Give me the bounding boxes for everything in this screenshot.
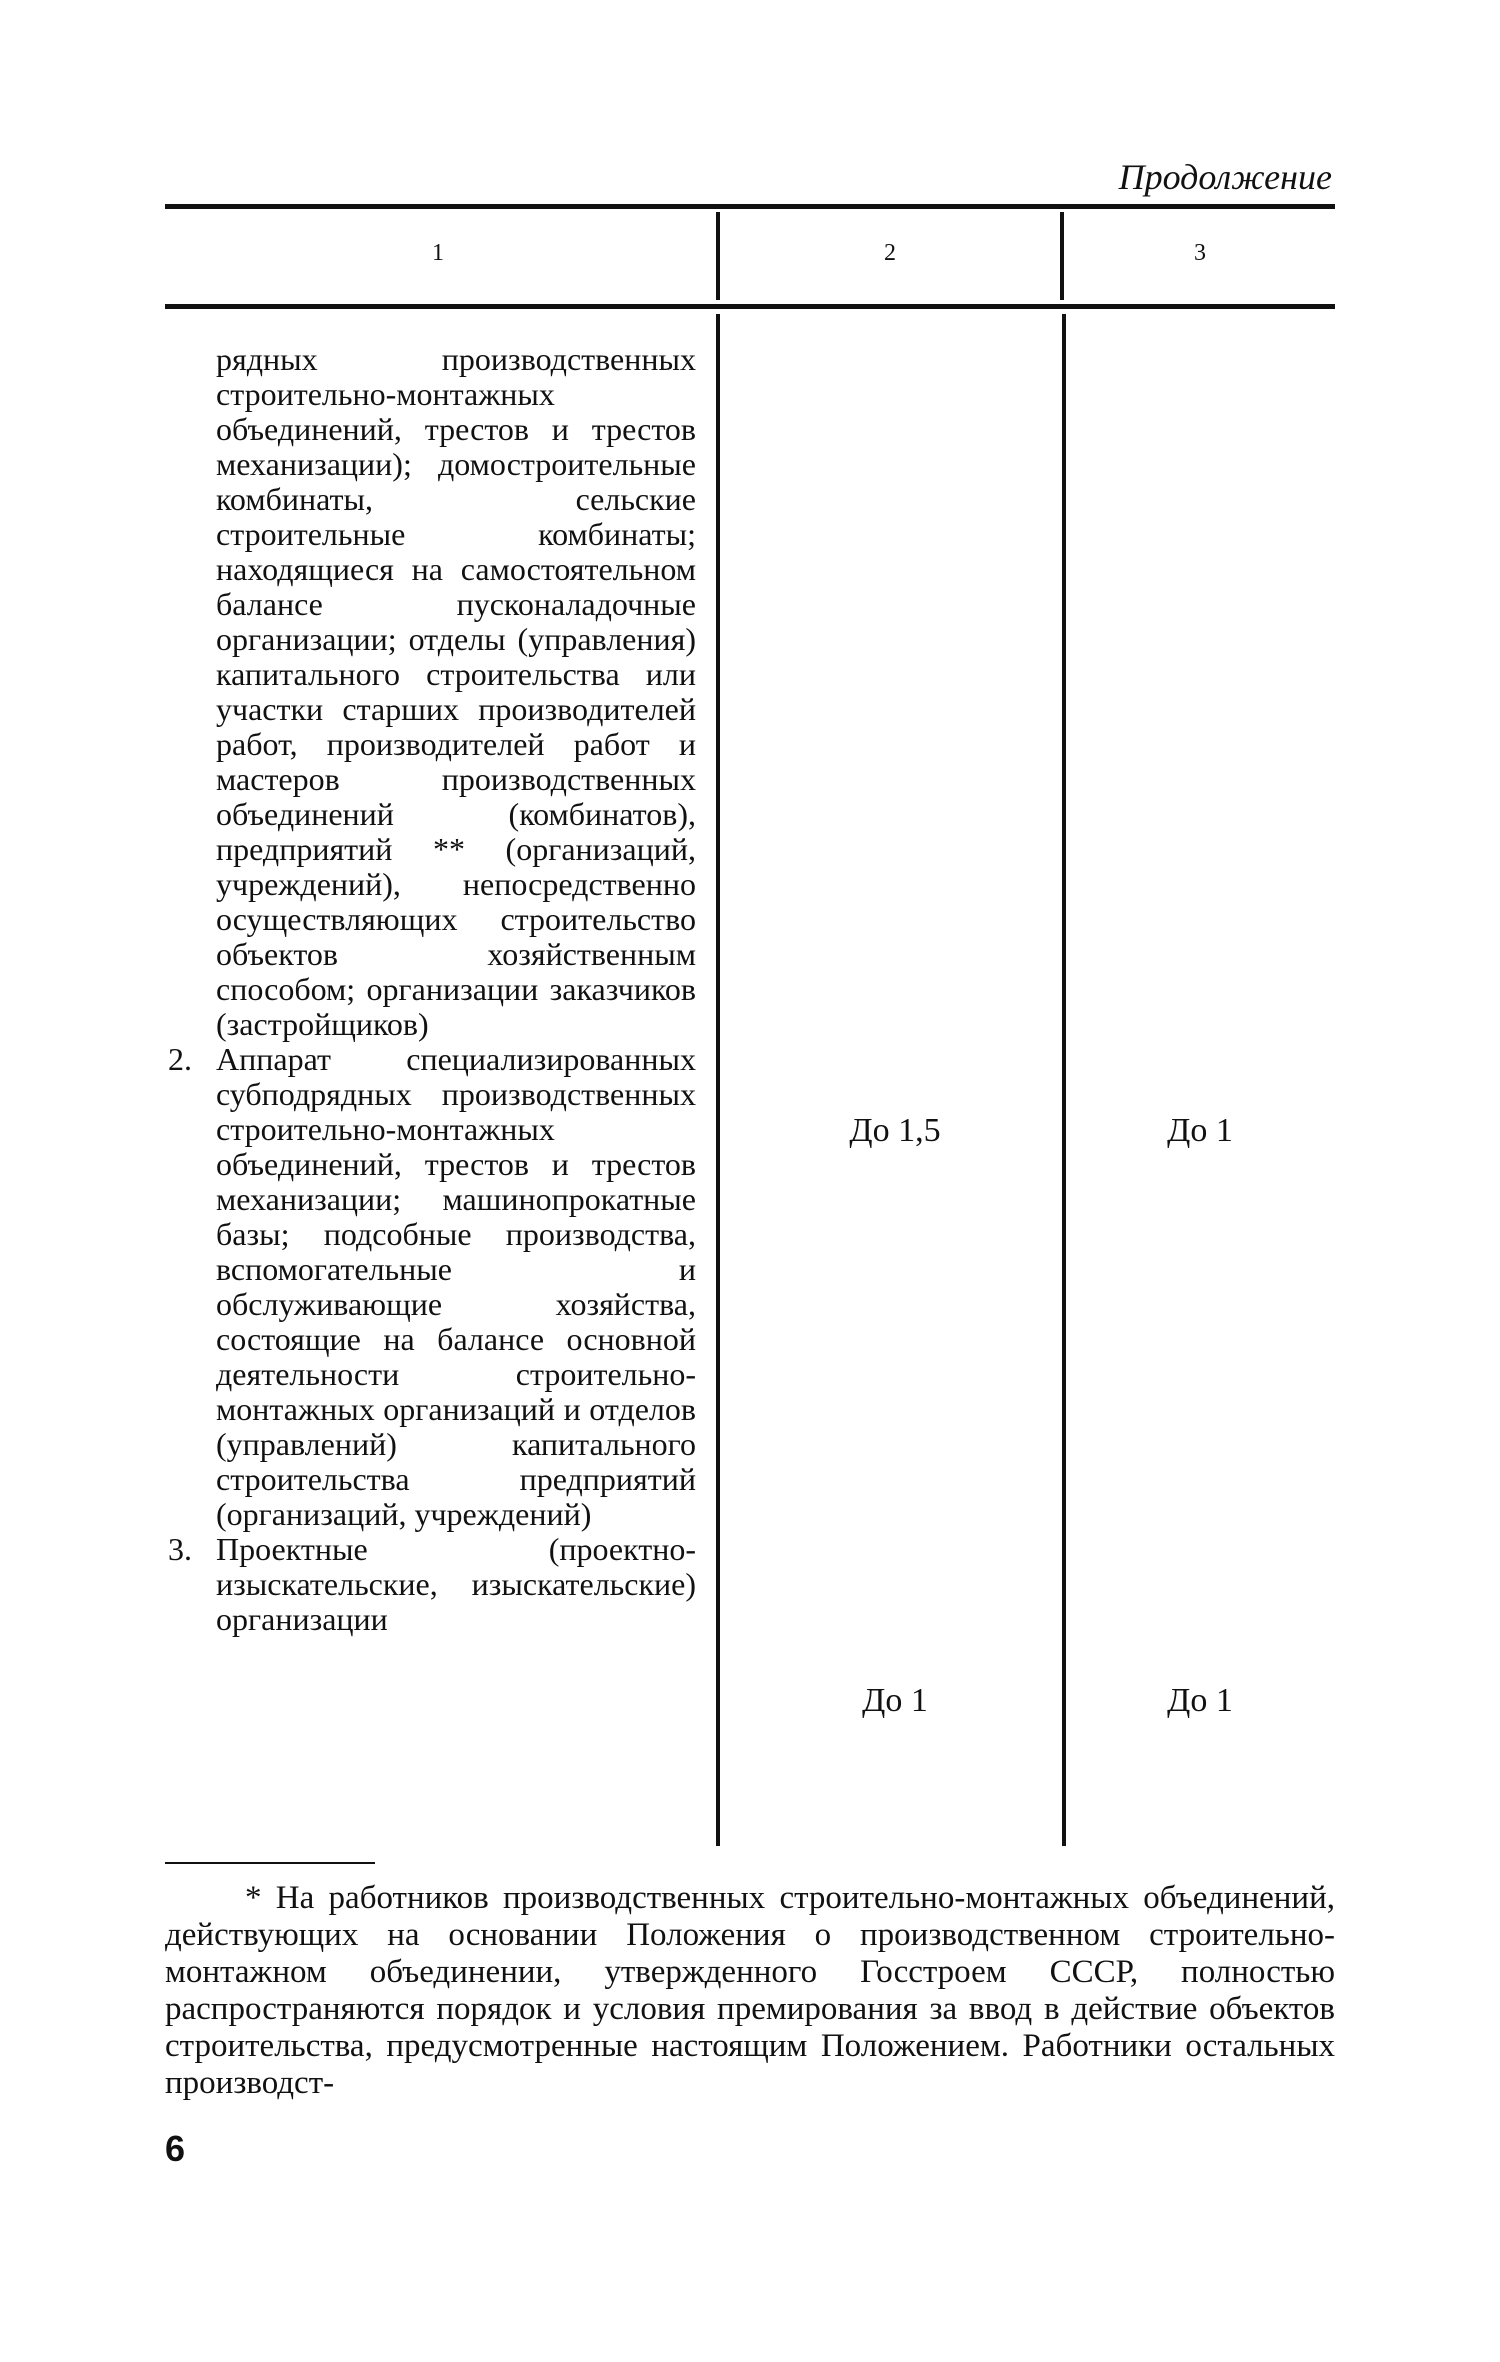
continuation-label: Продолжение <box>1118 157 1332 197</box>
table-row <box>168 1532 696 1637</box>
row-2-col-2: До 1,5 <box>849 1112 941 1149</box>
row-text: Проектные (проектно-изыскательские, изыскательские) организации <box>216 1531 696 1637</box>
row-number: 2. <box>168 1041 192 1077</box>
row-2-col-3: До 1 <box>1167 1112 1233 1149</box>
row-3-col-2: До 1 <box>862 1682 928 1719</box>
row-3-col-3: До 1 <box>1167 1682 1233 1719</box>
table-top-rule <box>165 204 1335 209</box>
row-continued-text: рядных производственных строительно-монтажных объединений, трестов и трестов механизации); домостроительные комбинаты, сельские строительные комбинаты; находящиеся на самостоятельном балансе пусконаладочные организации; отделы (управления) капитального строительства или участки старших производителей работ, производителей работ и мастеров производственных объединений (комбинатов), предприятий ** (организаций, учреждений), непосредственно осуществляющих строительство объектов хозяйственным способом; организации заказчиков (застройщиков) <box>216 341 696 1042</box>
table-row <box>168 1042 696 1532</box>
column-number-3: 3 <box>1194 240 1206 266</box>
body-divider-2 <box>1062 314 1066 1846</box>
table-column-1 <box>168 342 696 1637</box>
body-divider-1 <box>716 314 720 1846</box>
row-text: Аппарат специализированных субподрядных производственных строительно-монтажных объединений, трестов и трестов механизации; машинопрокатные базы; подсобные производства, вспомогательные и обслуживающие хозяйства, состоящие на балансе основной деятельности строительно-монтажных организаций и отделов (управлений) капитального строительства предприятий (организаций, учреждений) <box>216 1041 696 1532</box>
header-divider-1 <box>716 212 720 300</box>
footnote-rule <box>165 1862 375 1864</box>
row-number: 3. <box>168 1531 192 1567</box>
column-number-2: 2 <box>884 240 896 266</box>
table-header-rule <box>165 304 1335 309</box>
column-number-1: 1 <box>432 240 444 266</box>
page-number: 6 <box>165 2128 186 2169</box>
footnote: * На работников производственных строительно-монтажных объединений, действующих на основании Положения о производственном строительно-монтажном объединении, утвержденного Госстроем СССР, полностью распространяются порядок и условия премирования за ввод в действие объектов строительства, предусмотренные настоящим Положением. Работники остальных производст- <box>165 1880 1335 2101</box>
header-divider-2 <box>1060 212 1064 300</box>
